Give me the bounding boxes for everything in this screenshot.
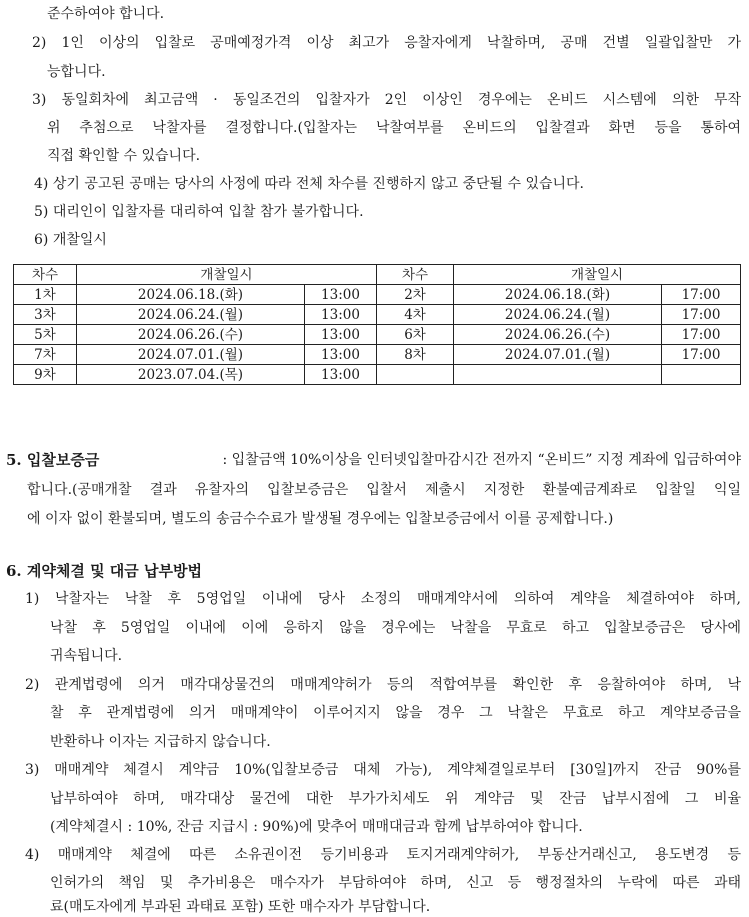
header-round: 차수 [377,265,454,285]
time-cell: 17:00 [662,285,741,305]
text-line: 에 이자 없이 환불되며, 별도의 송금수수료가 발생될 경우에는 입찰보증금에서 이를 공제합니다.) [27,511,614,527]
time-cell: 17:00 [662,345,741,365]
round-cell [377,365,454,385]
schedule-table [13,264,741,385]
text-line: 위 추첨으로 낙찰자를 결정합니다.(입찰자는 낙찰여부를 온비드의 입찰결과 화면 등을 통하여 [47,120,741,136]
text-line: 능합니다. [47,64,106,80]
table-row [14,345,741,365]
round-cell: 5차 [14,325,77,345]
header-open-datetime: 개찰일시 [454,265,741,285]
table-row [14,365,741,385]
round-cell: 6차 [377,325,454,345]
date-cell [454,365,662,385]
round-cell: 2차 [377,285,454,305]
date-cell: 2024.07.01.(월) [454,345,662,365]
text-line: 준수하여야 합니다. [47,6,165,22]
text-line: 찰 후 관계법령에 의거 매매계약이 이루어지지 않을 경우 그 낙찰은 무효로 하고 계약보증금을 [50,705,741,721]
date-cell: 2023.07.04.(목) [77,365,305,385]
text-line: 6) 개찰일시 [34,232,107,248]
text-line: (계약체결시 : 10%, 잔금 지급시 : 90%)에 맞추어 매매대금과 함께 납부하여야 합니다. [50,819,583,835]
header-round: 차수 [14,265,77,285]
round-cell: 1차 [14,285,77,305]
date-cell: 2024.07.01.(월) [77,345,305,365]
text-line: 직접 확인할 수 있습니다. [47,148,201,164]
text-line: 3) 매매계약 체결시 계약금 10%(입찰보증금 대체 가능), 계약체결일로부터 [30일]까지 잔금 90%를 [25,762,741,778]
time-cell: 13:00 [305,325,377,345]
round-cell: 8차 [377,345,454,365]
section-5-text: : 입찰금액 10%이상을 인터넷입찰마감시간 전까지 “온비드” 지정 계좌에 입금하여야 [222,452,741,468]
section-5-line-1 [6,451,741,469]
round-cell: 7차 [14,345,77,365]
time-cell: 13:00 [305,365,377,385]
round-cell: 9차 [14,365,77,385]
text-line: 3) 동일회차에 최고금액 · 동일조건의 입찰자가 2인 이상인 경우에는 온비드 시스템에 의한 무작 [32,92,741,108]
text-line: 귀속됩니다. [50,648,123,664]
time-cell: 13:00 [305,285,377,305]
text-line: 료(매도자에게 부과된 과태료 포함) 또한 매수자가 부담합니다. [50,899,431,915]
time-cell: 17:00 [662,325,741,345]
text-line: 4) 상기 공고된 공매는 당사의 사정에 따라 전체 차수를 진행하지 않고 중단될 수 있습니다. [34,176,585,192]
section-6-title: 6. 계약체결 및 대금 납부방법 [6,562,202,580]
table-row [14,285,741,305]
section-5-title: 5. 입찰보증금 [6,451,100,469]
text-line: 낙찰 후 5영업일 이내에 이에 응하지 않을 경우에는 낙찰을 무효로 하고 입찰보증금은 당사에 [50,620,741,636]
text-line: 5) 대리인이 입찰자를 대리하여 입찰 참가 불가합니다. [34,204,364,220]
date-cell: 2024.06.26.(수) [454,325,662,345]
text-line: 2) 1인 이상의 입찰로 공매예정가격 이상 최고가 응찰자에게 낙찰하며, 공매 건별 일괄입찰만 가 [32,35,741,51]
date-cell: 2024.06.24.(월) [77,305,305,325]
round-cell: 3차 [14,305,77,325]
text-line: 반환하나 이자는 지급하지 않습니다. [50,734,271,750]
time-cell [662,365,741,385]
time-cell: 13:00 [305,305,377,325]
date-cell: 2024.06.26.(수) [77,325,305,345]
date-cell: 2024.06.24.(월) [454,305,662,325]
date-cell: 2024.06.18.(화) [454,285,662,305]
text-line: 인허가의 책임 및 추가비용은 매수자가 부담하여야 하며, 신고 등 행정절차의 누락에 따른 과태 [50,875,741,891]
round-cell: 4차 [377,305,454,325]
text-line: 합니다.(공매개찰 결과 유찰자의 입찰보증금은 입찰서 제출시 지정한 환불예금계좌로 입찰일 익일 [27,482,741,498]
time-cell: 17:00 [662,305,741,325]
text-line: 2) 관계법령에 의거 매각대상물건의 매매계약허가 등의 적합여부를 확인한 후 응찰하여야 하며, 낙 [25,677,741,693]
header-open-datetime: 개찰일시 [77,265,377,285]
table-row [14,325,741,345]
table-row [14,305,741,325]
text-line: 납부하여야 하며, 매각대상 물건에 대한 부가가치세도 위 계약금 및 잔금 납부시점에 그 비율 [50,791,741,807]
date-cell: 2024.06.18.(화) [77,285,305,305]
table-header-row [14,265,741,285]
text-line: 1) 낙찰자는 낙찰 후 5영업일 이내에 당사 소정의 매매계약서에 의하여 계약을 체결하여야 하며, [25,591,741,607]
text-line: 4) 매매계약 체결에 따른 소유권이전 등기비용과 토지거래계약허가, 부동산거래신고, 용도변경 등 [25,847,741,863]
time-cell: 13:00 [305,345,377,365]
